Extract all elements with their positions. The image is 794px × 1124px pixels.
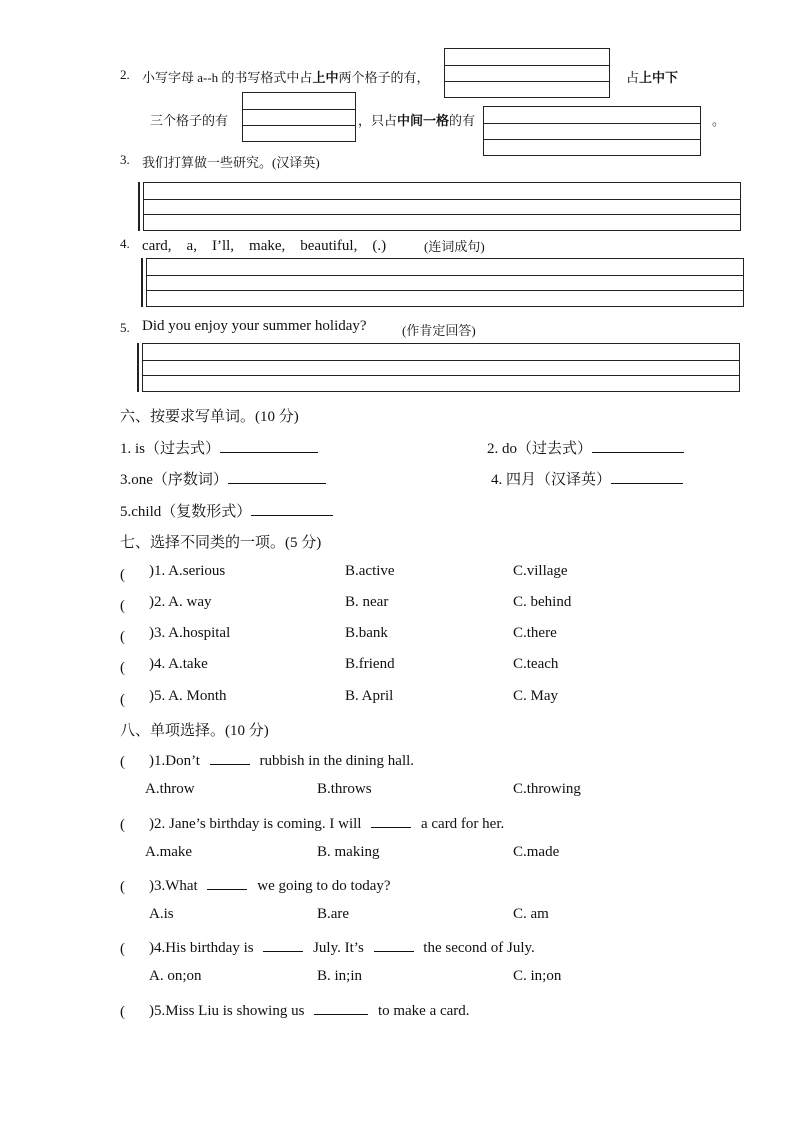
s7-q3-a: )3. A.hospital [149, 625, 231, 641]
q3-writing-lines[interactable] [143, 182, 741, 231]
q2-line2-a: 三个格子的有 [150, 113, 229, 128]
s7-q4-paren[interactable]: ( [120, 660, 140, 676]
s8-q3-part-b: we going to do today? [257, 878, 391, 894]
s8-q4-part-c: the second of July. [423, 940, 535, 956]
q3-prompt: 我们打算做一些研究。(汉译英) [142, 155, 320, 170]
q2-text-b: 上中 [312, 70, 339, 85]
q4-note: (连词成句) [424, 239, 485, 254]
s8-q3-paren[interactable]: ( [120, 879, 140, 895]
s6-item-5-blank[interactable] [251, 501, 333, 516]
section8-title: 八、单项选择。(10 分) [120, 723, 269, 739]
s7-q1-c: C.village [513, 563, 568, 579]
q4-prompt: card, a, I’ll, make, beautiful, (.) [142, 238, 387, 254]
s8-q2-part-b: a card for her. [420, 816, 505, 832]
q5-left-bar [137, 343, 139, 392]
q2-text-g: 中间一格 [397, 113, 450, 128]
s8-q1-opt-a: A.throw [145, 781, 195, 797]
s8-q2-opt-a: A.make [145, 844, 193, 860]
s8-q1-opt-c: C.throwing [513, 781, 581, 797]
q2-answer-grid-1[interactable] [444, 48, 610, 98]
s7-q1-a: )1. A.serious [149, 563, 226, 579]
q2-text-h: 的有 [449, 113, 476, 128]
section7-title: 七、选择不同类的一项。(5 分) [120, 535, 322, 551]
s6-item-5-label: 5.child（复数形式） [120, 504, 252, 520]
s6-item-5 [120, 500, 333, 521]
s7-q4-a: )4. A.take [149, 656, 208, 672]
s6-item-2 [487, 437, 684, 458]
s7-q1-paren[interactable]: ( [120, 567, 140, 583]
s6-item-3 [120, 468, 326, 489]
s7-q3-b: B.bank [345, 625, 388, 641]
s8-q3-stem [149, 875, 391, 895]
s8-q5-stem [149, 1000, 470, 1020]
s8-q4-stem [149, 937, 535, 957]
s6-item-1-label: 1. is（过去式） [120, 441, 221, 457]
s8-q3-opt-c: C. am [513, 906, 549, 922]
s7-q2-a: )2. A. way [149, 594, 212, 610]
s7-q4-b: B.friend [345, 656, 395, 672]
s8-q5-paren[interactable]: ( [120, 1004, 140, 1020]
s6-item-4-label: 4. 四月（汉译英） [491, 472, 612, 488]
q5-writing-lines[interactable] [142, 343, 740, 392]
q4-writing-lines[interactable] [146, 258, 744, 307]
q5-number: 5. [120, 320, 130, 335]
q5-prompt: Did you enjoy your summer holiday? [142, 318, 367, 334]
q5-note: (作肯定回答) [402, 323, 476, 338]
s6-item-2-label: 2. do（过去式） [487, 441, 593, 457]
q3-number: 3. [120, 152, 130, 167]
s6-item-2-blank[interactable] [592, 438, 684, 453]
s8-q1-part-a: )1.Don’t [149, 753, 200, 769]
s6-item-3-label: 3.one（序数词） [120, 472, 228, 488]
q2-answer-grid-3[interactable] [483, 106, 701, 156]
q3-left-bar [138, 182, 140, 231]
q2-text-d: 占 [626, 70, 640, 85]
q2-line1 [142, 67, 429, 86]
s8-q4-blank-2[interactable] [374, 937, 414, 952]
q2-answer-grid-2[interactable] [242, 92, 356, 142]
s8-q2-paren[interactable]: ( [120, 817, 140, 833]
s7-q2-b: B. near [345, 594, 389, 610]
section6-title: 六、按要求写单词。(10 分) [120, 409, 299, 425]
s8-q1-blank[interactable] [210, 750, 250, 765]
s8-q3-part-a: )3.What [149, 878, 198, 894]
s7-q5-c: C. May [513, 688, 558, 704]
s6-item-1-blank[interactable] [220, 438, 318, 453]
s8-q2-opt-c: C.made [513, 844, 560, 860]
s6-item-1 [120, 437, 318, 458]
s8-q1-opt-b: B.throws [317, 781, 372, 797]
s8-q3-blank[interactable] [207, 875, 247, 890]
s8-q2-stem [149, 813, 504, 833]
s8-q2-part-a: )2. Jane’s birthday is coming. I will [149, 816, 362, 832]
s8-q4-opt-c: C. in;on [513, 968, 562, 984]
s7-q2-paren[interactable]: ( [120, 598, 140, 614]
s8-q2-blank[interactable] [371, 813, 411, 828]
s8-q3-opt-b: B.are [317, 906, 350, 922]
s7-q5-b: B. April [345, 688, 394, 704]
q2-number: 2. [120, 67, 130, 82]
s8-q5-part-b: to make a card. [377, 1003, 470, 1019]
s7-q3-paren[interactable]: ( [120, 629, 140, 645]
s8-q1-part-b: rubbish in the dining hall. [259, 753, 415, 769]
q2-text-f: ，只占 [358, 113, 398, 128]
s8-q4-blank-1[interactable] [263, 937, 303, 952]
q2-text-e: 上中下 [639, 70, 679, 85]
s7-q3-c: C.there [513, 625, 557, 641]
s7-q1-b: B.active [345, 563, 395, 579]
q4-left-bar [141, 258, 143, 307]
s7-q5-a: )5. A. Month [149, 688, 227, 704]
s8-q4-paren[interactable]: ( [120, 941, 140, 957]
s8-q1-paren[interactable]: ( [120, 754, 140, 770]
s8-q1-stem [149, 750, 414, 770]
s8-q4-opt-a: A. on;on [149, 968, 202, 984]
q2-text-c: 两个格子的有， [338, 70, 430, 85]
s8-q5-part-a: )5.Miss Liu is showing us [149, 1003, 305, 1019]
s6-item-3-blank[interactable] [228, 469, 326, 484]
s7-q5-paren[interactable]: ( [120, 692, 140, 708]
s8-q4-part-b: July. It’s [313, 940, 364, 956]
s8-q3-opt-a: A.is [149, 906, 174, 922]
q2-end-mark: 。 [712, 113, 726, 128]
q4-number: 4. [120, 236, 130, 251]
s8-q2-opt-b: B. making [317, 844, 380, 860]
q2-line1-tail [626, 67, 678, 86]
s6-item-4-blank[interactable] [611, 469, 683, 484]
s6-item-4 [491, 468, 683, 489]
s7-q4-c: C.teach [513, 656, 559, 672]
s8-q4-part-a: )4.His birthday is [149, 940, 254, 956]
q2-text-a: 小写字母 a--h 的书写格式中占 [142, 70, 313, 85]
s8-q5-blank[interactable] [314, 1000, 368, 1015]
s7-q2-c: C. behind [513, 594, 572, 610]
s8-q4-opt-b: B. in;in [317, 968, 363, 984]
q2-line2-mid [358, 110, 475, 129]
